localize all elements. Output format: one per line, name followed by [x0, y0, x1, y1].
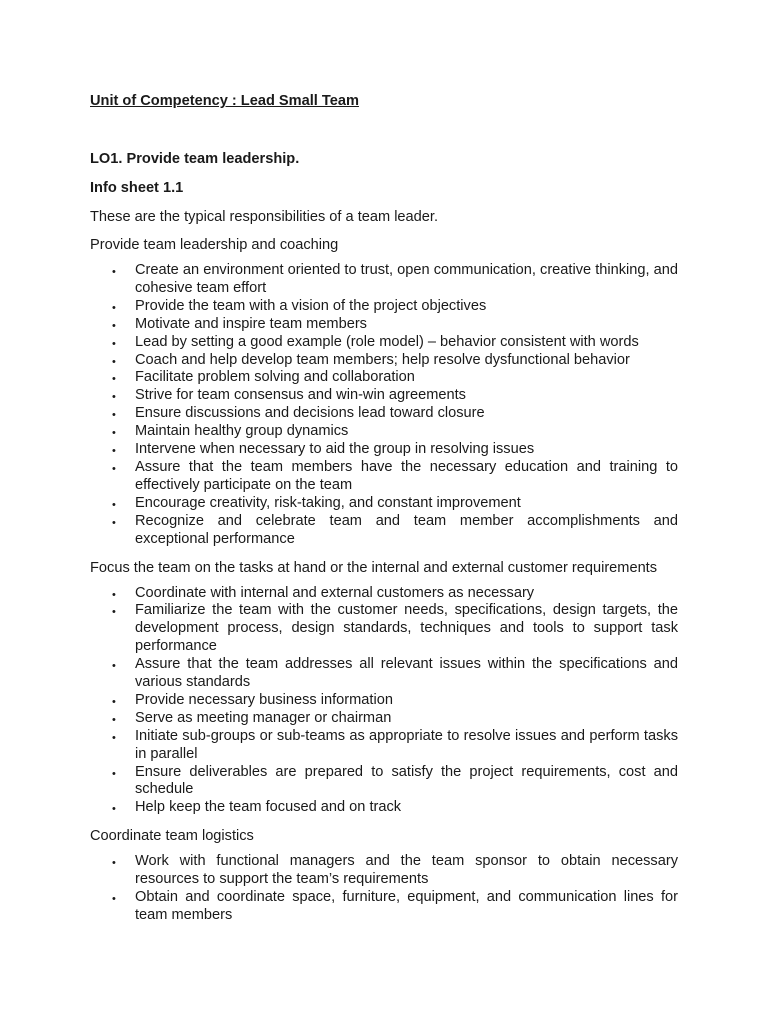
- lo-title: LO1. Provide team leadership.: [90, 151, 300, 167]
- bullet-icon: •: [112, 516, 116, 529]
- list-item-text: Motivate and inspire team members: [135, 315, 367, 332]
- list-item: [90, 262, 678, 298]
- document-page: [90, 91, 678, 925]
- bullet-icon: •: [112, 713, 116, 726]
- intro-text: These are the typical responsibilities of a team leader.: [90, 209, 439, 225]
- list-item: [90, 316, 678, 334]
- list-item-text: Encourage creativity, risk-taking, and constant improvement: [135, 494, 521, 511]
- list-item-text: Obtain and coordinate space, furniture, equipment, and communication lines for team members: [135, 889, 678, 923]
- bullet-icon: •: [112, 695, 116, 708]
- bullet-icon: •: [112, 588, 116, 601]
- list-item-text: Maintain healthy group dynamics: [135, 423, 349, 440]
- bullet-icon: •: [112, 893, 116, 906]
- bullet-icon: •: [112, 337, 116, 350]
- unit-title: Unit of Competency : Lead Small Team: [90, 93, 359, 109]
- bullet-icon: •: [112, 445, 116, 458]
- bullet-list: [90, 262, 678, 549]
- list-item-text: Assure that the team members have the necessary education and training to effectively participate on the team: [135, 458, 678, 493]
- list-item-text: Provide necessary business information: [135, 691, 393, 708]
- list-item: [90, 602, 678, 656]
- bullet-icon: •: [112, 409, 116, 422]
- list-item: [90, 369, 678, 387]
- bullet-icon: •: [112, 857, 116, 870]
- list-item-text: Assure that the team addresses all relevant issues within the specifications and various standards: [135, 656, 678, 691]
- section-heading: Coordinate team logistics: [90, 828, 254, 845]
- list-item: [90, 728, 678, 764]
- bullet-icon: •: [112, 498, 116, 511]
- bullet-icon: •: [112, 391, 116, 404]
- bullet-list: [90, 853, 678, 925]
- list-item-text: Coordinate with internal and external customers as necessary: [135, 584, 535, 601]
- list-item-text: Lead by setting a good example (role model) – behavior consistent with words: [135, 333, 639, 350]
- list-item-text: Recognize and celebrate team and team member accomplishments and exceptional performance: [135, 512, 678, 547]
- list-item: [90, 889, 678, 925]
- list-item: [90, 513, 678, 549]
- list-item: [90, 423, 678, 441]
- list-item: [90, 853, 678, 889]
- list-item: [90, 764, 678, 800]
- bullet-icon: •: [112, 731, 116, 744]
- list-item: [90, 441, 678, 459]
- list-item-text: Coach and help develop team members; help resolve dysfunctional behavior: [135, 351, 630, 368]
- list-item: [90, 495, 678, 513]
- bullet-icon: •: [112, 355, 116, 368]
- list-item: [90, 352, 678, 370]
- bullet-icon: •: [112, 462, 116, 475]
- bullet-icon: •: [112, 660, 116, 673]
- bullet-icon: •: [112, 427, 116, 440]
- list-item-text: Initiate sub-groups or sub-teams as appropriate to resolve issues and perform tasks in parallel: [135, 727, 678, 762]
- list-item-text: Serve as meeting manager or chairman: [135, 709, 392, 726]
- bullet-icon: •: [112, 803, 116, 816]
- section-heading: Focus the team on the tasks at hand or the internal and external customer requirements: [90, 559, 658, 576]
- sections-container: [90, 235, 678, 925]
- bullet-list: [90, 585, 678, 818]
- list-item-text: Create an environment oriented to trust, open communication, creative thinking, and cohesive team effort: [135, 262, 678, 296]
- bullet-icon: •: [112, 606, 116, 619]
- list-item: [90, 585, 678, 603]
- bullet-icon: •: [112, 767, 116, 780]
- bullet-icon: •: [112, 319, 116, 332]
- bullet-icon: •: [112, 266, 116, 278]
- list-item: [90, 710, 678, 728]
- list-item-text: Help keep the team focused and on track: [135, 799, 402, 816]
- list-item: [90, 656, 678, 692]
- list-item-text: Provide the team with a vision of the project objectives: [135, 297, 487, 314]
- list-item-text: Familiarize the team with the customer needs, specifications, design targets, the development process, design standards, techniques and tools to support task performance: [135, 602, 678, 655]
- list-item-text: Facilitate problem solving and collaboration: [135, 369, 415, 386]
- list-item: [90, 334, 678, 352]
- bullet-icon: •: [112, 373, 116, 386]
- list-item: [90, 405, 678, 423]
- section-heading: Provide team leadership and coaching: [90, 237, 339, 253]
- list-item-text: Strive for team consensus and win-win agreements: [135, 387, 466, 404]
- list-item: [90, 459, 678, 495]
- list-item-text: Ensure discussions and decisions lead toward closure: [135, 405, 485, 422]
- list-item: [90, 692, 678, 710]
- list-item: [90, 387, 678, 405]
- list-item: [90, 799, 678, 817]
- list-item: [90, 298, 678, 316]
- bullet-icon: •: [112, 301, 116, 314]
- list-item-text: Ensure deliverables are prepared to satisfy the project requirements, cost and schedule: [135, 763, 678, 798]
- list-item-text: Intervene when necessary to aid the group in resolving issues: [135, 441, 535, 458]
- list-item-text: Work with functional managers and the team sponsor to obtain necessary resources to support the team’s requirements: [135, 853, 678, 888]
- info-sheet-title: Info sheet 1.1: [90, 180, 184, 196]
